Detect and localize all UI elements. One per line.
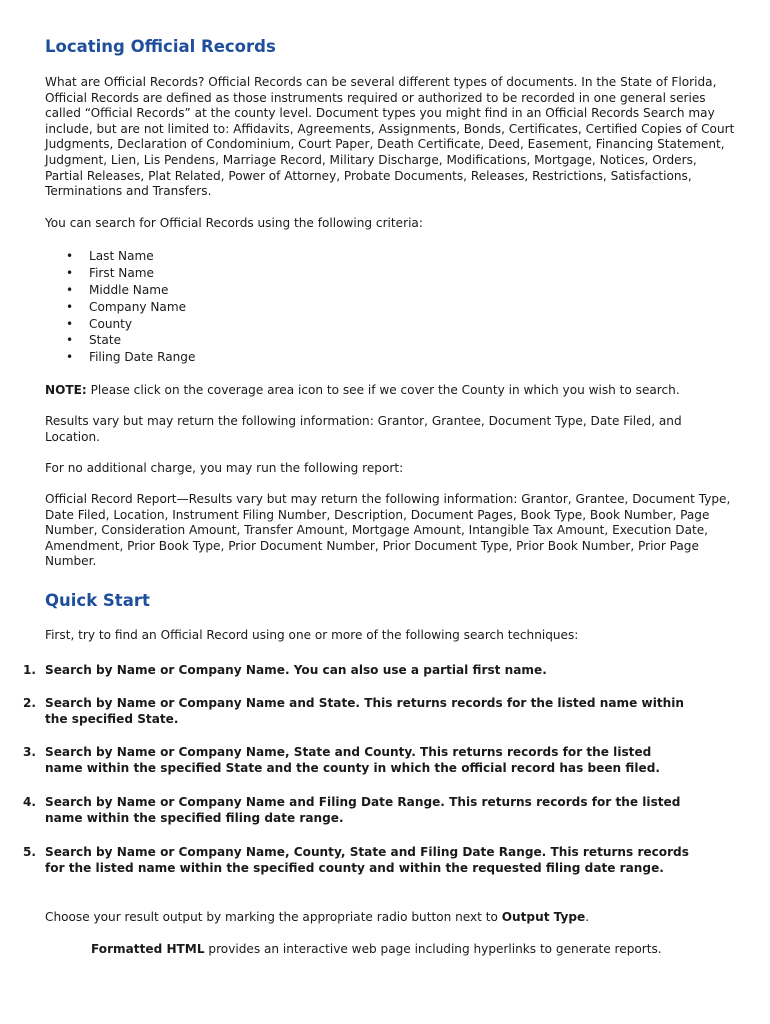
bullet-icon: • (66, 350, 74, 365)
list-item: • Middle Name (66, 282, 169, 297)
bullet-icon: • (66, 316, 74, 331)
criteria-list (45, 248, 195, 366)
list-item: • Filing Date Range (66, 350, 196, 365)
step-text: Search by Name or Company Name. You can also use a partial first name. (45, 663, 547, 677)
step-text: Search by Name or Company Name, County, State and Filing Date Range. This returns records for the listed name within the specified county and within the requested filing date range. (45, 845, 689, 875)
output-type-paragraph: Choose your result output by marking the appropriate radio button next to Output Type. (45, 910, 590, 924)
report-description: Official Record Report—Results vary but may return the following information: Grantor, Grantee, Document Type, Date Filed, Location, Instrument Filing Number, Description, Document Pages, Book Type, Book Number, Page Number, Consideration Amount, Transfer Amount, Mortgage Amount, Intangible Tax Amount, Execution Date, Amendment, Prior Book Type, Prior Document Number, Prior Document Type, Prior Book Number, Prior Page Number. (45, 492, 731, 569)
bullet-icon: • (66, 299, 74, 314)
bullet-icon: • (66, 282, 74, 297)
bullet-icon: • (66, 249, 74, 263)
formatted-html-paragraph: Formatted HTML provides an interactive web page including hyperlinks to generate reports. (91, 942, 662, 956)
section-title-locating: Locating Official Records (45, 37, 276, 56)
note-label: NOTE: (45, 383, 87, 397)
formatted-html-label: Formatted HTML (91, 942, 205, 956)
list-item: • Company Name (66, 299, 187, 314)
step-number: 5. (23, 845, 37, 859)
step-text: Search by Name or Company Name and Filing Date Range. This returns records for the listed name within the specified filing date range. (45, 795, 681, 825)
note-text: Please click on the coverage area icon to see if we cover the County in which you wish to search. (86, 383, 680, 397)
list-item: • Last Name (66, 249, 154, 263)
quick-start-intro: First, try to find an Official Record using one or more of the following search techniques: (45, 628, 579, 642)
output-type-label: Output Type (501, 910, 586, 924)
note-paragraph (45, 383, 735, 399)
results-paragraph: Results vary but may return the following information: Grantor, Grantee, Document Type, Date Filed, and Location. (45, 414, 682, 444)
step-text: Search by Name or Company Name, State and County. This returns records for the listed name within the specified State and the county in which the official record has been filed. (45, 745, 660, 775)
section-title-quick-start: Quick Start (45, 591, 150, 610)
step-number: 1. (23, 663, 37, 677)
list-item: • County (66, 316, 133, 331)
bullet-icon: • (66, 333, 74, 348)
step-text: Search by Name or Company Name and State. This returns records for the listed name within the specified State. (45, 696, 685, 726)
step-number: 4. (23, 795, 37, 809)
report-intro: For no additional charge, you may run the following report: (45, 461, 404, 475)
step-number: 2. (23, 696, 37, 710)
step-number: 3. (23, 745, 37, 759)
bullet-icon: • (66, 265, 74, 280)
list-item: • First Name (66, 265, 154, 280)
intro-paragraph: What are Official Records? Official Records can be several different types of documents. In the State of Florida, Official Records are defined as those instruments required or authorized to be recorded in one general series called “Official Records” at the county level. Document types you might find in an Official Records Search may include, but are not limited to: Affidavits, Agreements, Assignments, Bonds, Certificates, Certified Copies of Court Judgments, Declaration of Condominium, Court Paper, Death Certificate, Deed, Easement, Financing Statement, Judgment, Lien, Lis Pendens, Marriage Record, Military Discharge, Modifications, Mortgage, Notices, Orders, Partial Releases, Plat Related, Power of Attorney, Probate Documents, Releases, Restrictions, Satisfactions, Terminations and Transfers. (45, 75, 735, 199)
criteria-intro: You can search for Official Records using the following criteria: (45, 216, 423, 230)
list-item: • State (66, 333, 122, 348)
